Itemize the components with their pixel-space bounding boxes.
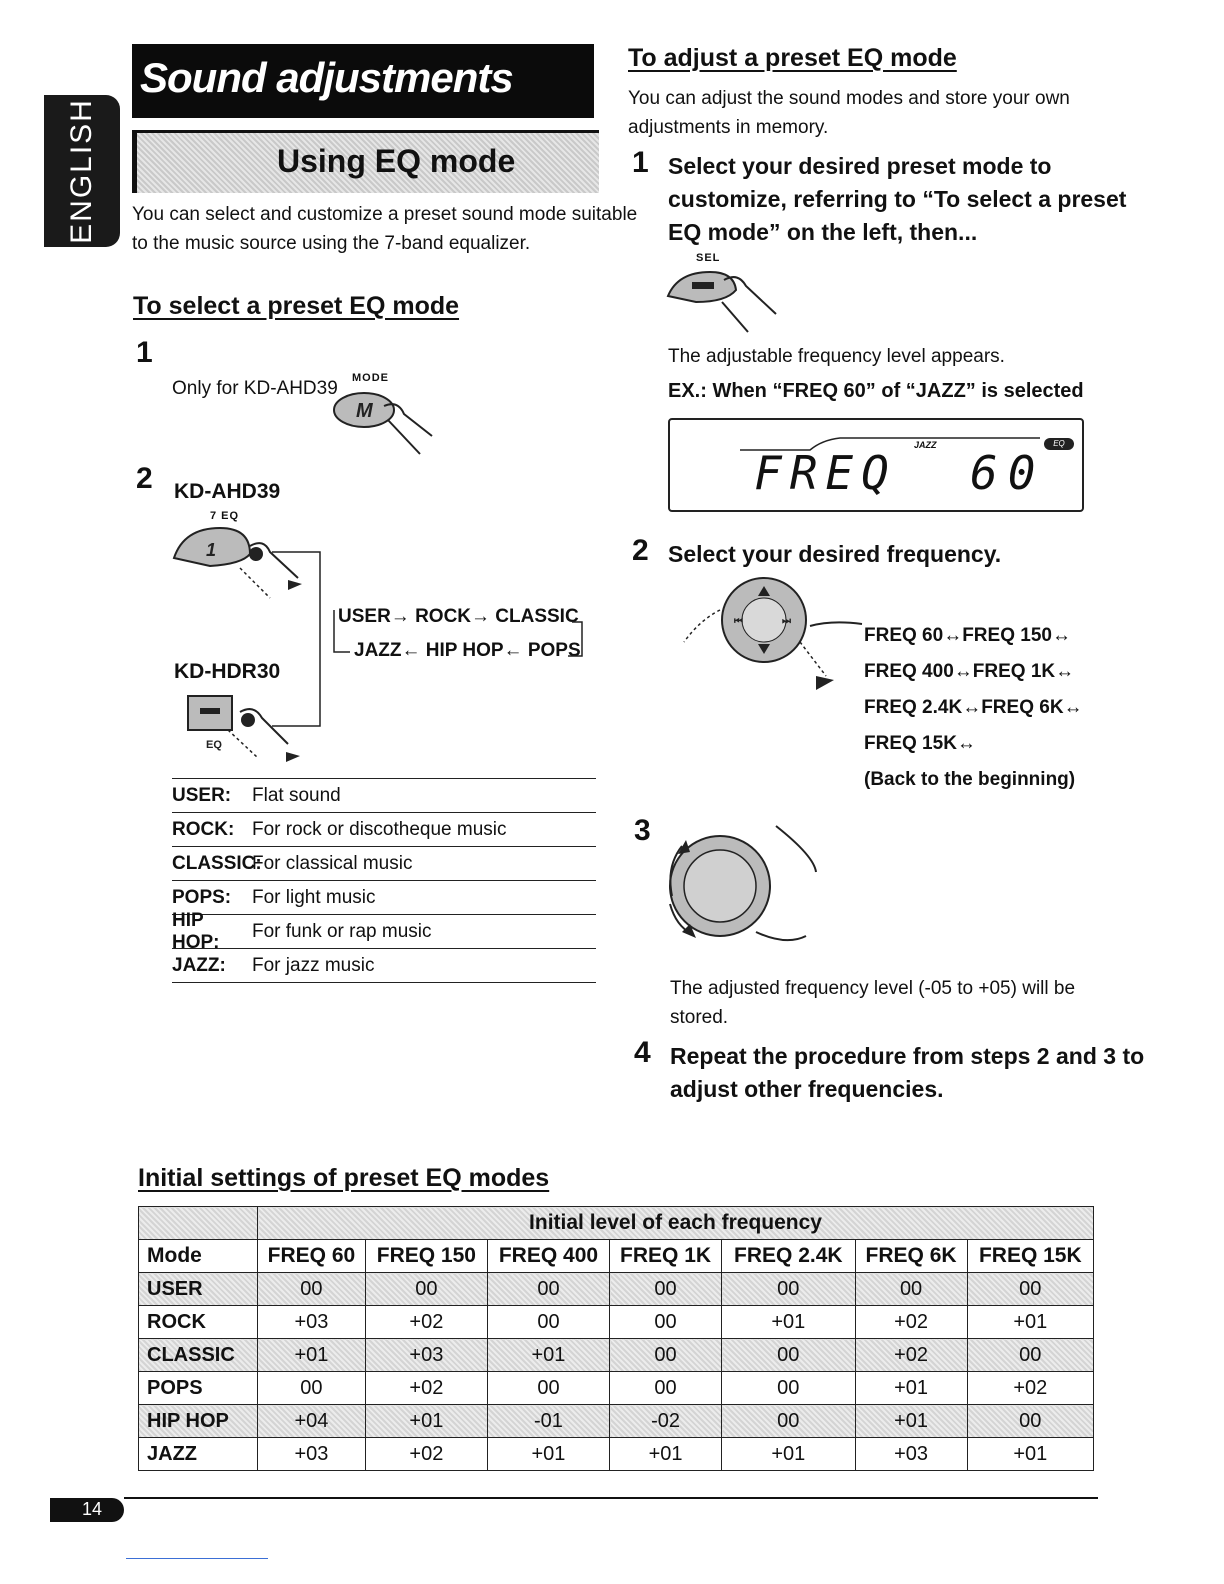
mode-column-header: Mode: [139, 1240, 258, 1273]
adjust-step4-text: [670, 1040, 1144, 1106]
mode-name: USER:: [172, 784, 232, 806]
freq-seq-line: FREQ 15K↔: [864, 733, 976, 754]
step-number: 2: [632, 534, 649, 567]
level-cell: 00: [967, 1339, 1093, 1372]
sequence-loop-lines: [320, 608, 590, 664]
lcd-freq-text: FREQ: [754, 446, 897, 500]
footer-blue-line: [126, 1558, 268, 1559]
eq-button-icon: [180, 690, 320, 770]
level-cell: 00: [967, 1273, 1093, 1306]
svg-text:⏮: ⏮: [734, 616, 743, 627]
level-cell: 00: [722, 1339, 855, 1372]
level-cell: +02: [855, 1339, 967, 1372]
level-appears-text: The adjustable frequency level appears.: [668, 346, 1005, 367]
group-header: Initial level of each frequency: [258, 1207, 1094, 1240]
table-row: [139, 1438, 1094, 1471]
initial-settings-table: [138, 1206, 1094, 1471]
mode-description: For rock or discotheque music: [252, 818, 507, 840]
level-cell: 00: [487, 1273, 609, 1306]
page-number-tab: [50, 1498, 124, 1522]
level-cell: +01: [855, 1372, 967, 1405]
level-cell: -02: [610, 1405, 722, 1438]
freq-seq-line: FREQ 400↔FREQ 1K↔: [864, 661, 1075, 682]
mode-definition-row: [172, 778, 596, 812]
frequency-column-header: FREQ 15K: [967, 1240, 1093, 1273]
level-cell: 00: [258, 1273, 366, 1306]
adjust-heading: To adjust a preset EQ mode: [628, 44, 957, 72]
table-row: [139, 1372, 1094, 1405]
mode-name: CLASSIC:: [172, 852, 262, 874]
level-cell: +02: [855, 1306, 967, 1339]
sel-button-label: SEL: [696, 252, 721, 264]
mode-description: For classical music: [252, 852, 413, 874]
level-cell: 00: [610, 1273, 722, 1306]
row-mode-cell: POPS: [139, 1372, 258, 1405]
step1-note: Only for KD-AHD39: [172, 378, 338, 399]
frequency-column-header: FREQ 400: [487, 1240, 609, 1273]
row-mode-cell: ROCK: [139, 1306, 258, 1339]
intro-line: You can select and customize a preset sound mode suitable: [132, 204, 638, 225]
level-cell: 00: [967, 1405, 1093, 1438]
adjust-intro-line: You can adjust the sound modes and store your own: [628, 88, 1070, 109]
level-cell: +02: [365, 1438, 487, 1471]
freq-seq-line: (Back to the beginning): [864, 769, 1076, 790]
eq-key-label: EQ: [206, 739, 222, 751]
level-cell: +01: [722, 1306, 855, 1339]
level-cell: 00: [610, 1372, 722, 1405]
key-1-label: 1: [206, 540, 217, 560]
level-cell: 00: [610, 1306, 722, 1339]
select-heading: To select a preset EQ mode: [133, 292, 460, 320]
seven-eq-label: 7 EQ: [210, 510, 240, 522]
level-cell: +04: [258, 1405, 366, 1438]
language-tab: [44, 95, 120, 247]
mode-definition-row: [172, 812, 596, 846]
mode-name: HIP HOP:: [172, 909, 220, 953]
level-cell: 00: [487, 1372, 609, 1405]
row-mode-cell: CLASSIC: [139, 1339, 258, 1372]
mode-description: Flat sound: [252, 784, 341, 806]
mode-definition-row: [172, 846, 596, 880]
section-title: Using EQ mode: [277, 143, 516, 179]
stored-line: The adjusted frequency level (-05 to +05) will be: [670, 978, 1076, 999]
level-cell: 00: [722, 1273, 855, 1306]
freq-seq-line: FREQ 60↔FREQ 150↔: [864, 625, 1071, 646]
control-dial-icon: [660, 820, 830, 950]
level-cell: 00: [610, 1339, 722, 1372]
mode-definition-row: [172, 909, 596, 953]
step-line: adjust other frequencies.: [670, 1076, 944, 1102]
level-cell: +01: [967, 1306, 1093, 1339]
step-number: 3: [634, 814, 651, 847]
step-number: 2: [136, 462, 153, 495]
table-row: [139, 1273, 1094, 1306]
lcd-display: [668, 418, 1084, 512]
frequency-column-header: FREQ 2.4K: [722, 1240, 855, 1273]
level-cell: +01: [487, 1339, 609, 1372]
mode-sequence-line2: JAZZ← HIP HOP← POPS: [354, 640, 581, 661]
step-number: 4: [634, 1036, 651, 1069]
table-row: [139, 1306, 1094, 1339]
mode-name: JAZZ:: [172, 954, 226, 976]
table-row: [139, 1339, 1094, 1372]
mode-description: For funk or rap music: [252, 920, 432, 942]
level-cell: 00: [722, 1372, 855, 1405]
example-text: EX.: When “FREQ 60” of “JAZZ” is selected: [668, 380, 1084, 402]
step-number: 1: [632, 146, 649, 179]
level-cell: +02: [365, 1306, 487, 1339]
level-cell: +01: [365, 1405, 487, 1438]
section-title-bar: [132, 130, 599, 193]
frequency-column-header: FREQ 60: [258, 1240, 366, 1273]
level-cell: +03: [258, 1438, 366, 1471]
lcd-jazz-indicator: JAZZ: [914, 440, 937, 450]
control-pad-icon: [660, 576, 870, 696]
level-cell: +01: [258, 1339, 366, 1372]
step-line: Repeat the procedure from steps 2 and 3 to: [670, 1043, 1145, 1069]
level-cell: -01: [487, 1405, 609, 1438]
initial-settings-heading: Initial settings of preset EQ modes: [138, 1164, 550, 1192]
mode-description: For light music: [252, 886, 376, 908]
sel-button-icon: [664, 266, 784, 338]
level-cell: +01: [855, 1405, 967, 1438]
level-cell: 00: [365, 1273, 487, 1306]
step-line: customize, referring to “To select a preset: [668, 186, 1127, 212]
adjust-intro-line: adjustments in memory.: [628, 117, 829, 138]
level-cell: +03: [258, 1306, 366, 1339]
level-cell: 00: [487, 1306, 609, 1339]
adjust-step2-text: Select your desired frequency.: [668, 541, 1002, 567]
row-mode-cell: HIP HOP: [139, 1405, 258, 1438]
lcd-eq-indicator: EQ: [1044, 438, 1074, 450]
freq-seq-line: FREQ 2.4K↔FREQ 6K↔: [864, 697, 1083, 718]
frequency-column-header: FREQ 1K: [610, 1240, 722, 1273]
step-number: 1: [136, 336, 153, 369]
mode-description: For jazz music: [252, 954, 375, 976]
level-cell: +03: [365, 1339, 487, 1372]
mode-name: POPS:: [172, 886, 232, 908]
footer-rule: [124, 1497, 1098, 1499]
level-cell: +01: [610, 1438, 722, 1471]
step-line: Select your desired preset mode to: [668, 153, 1052, 179]
mode-sequence-line1: USER→ ROCK→ CLASSIC: [338, 606, 579, 627]
mode-name: ROCK:: [172, 818, 235, 840]
stored-text: [670, 974, 1075, 1032]
level-cell: +02: [967, 1372, 1093, 1405]
mode-key-label: M: [356, 400, 373, 422]
adjust-step1-text: [668, 150, 1126, 249]
stored-line: stored.: [670, 1007, 729, 1028]
table-row: [139, 1405, 1094, 1438]
row-mode-cell: USER: [139, 1273, 258, 1306]
mode-button-icon: [328, 386, 438, 458]
level-cell: 00: [855, 1273, 967, 1306]
step-line: EQ mode” on the left, then...: [668, 219, 978, 245]
page-title-bar: [132, 44, 594, 118]
level-cell: +03: [855, 1438, 967, 1471]
intro-line: to the music source using the 7-band equalizer.: [132, 233, 531, 254]
lcd-value-text: 60: [970, 446, 1046, 500]
level-cell: +01: [967, 1438, 1093, 1471]
level-cell: +01: [722, 1438, 855, 1471]
level-cell: +01: [487, 1438, 609, 1471]
frequency-column-header: FREQ 6K: [855, 1240, 967, 1273]
frequency-sequence: [864, 618, 1083, 798]
mode-button-label: MODE: [352, 372, 389, 384]
level-cell: 00: [258, 1372, 366, 1405]
model-b-label: KD-HDR30: [174, 660, 281, 683]
page-title: Sound adjustments: [140, 54, 513, 101]
page-number: 14: [82, 1499, 103, 1519]
row-mode-cell: JAZZ: [139, 1438, 258, 1471]
frequency-column-header: FREQ 150: [365, 1240, 487, 1273]
table-corner-cell: [139, 1207, 258, 1240]
level-cell: +02: [365, 1372, 487, 1405]
model-a-label: KD-AHD39: [174, 480, 281, 503]
language-tab-label: ENGLISH: [65, 98, 98, 244]
level-cell: 00: [722, 1405, 855, 1438]
svg-text:⏭: ⏭: [782, 616, 791, 627]
mode-definition-list: [172, 778, 596, 983]
adjust-intro: [628, 84, 1070, 142]
intro-text: [132, 200, 637, 258]
